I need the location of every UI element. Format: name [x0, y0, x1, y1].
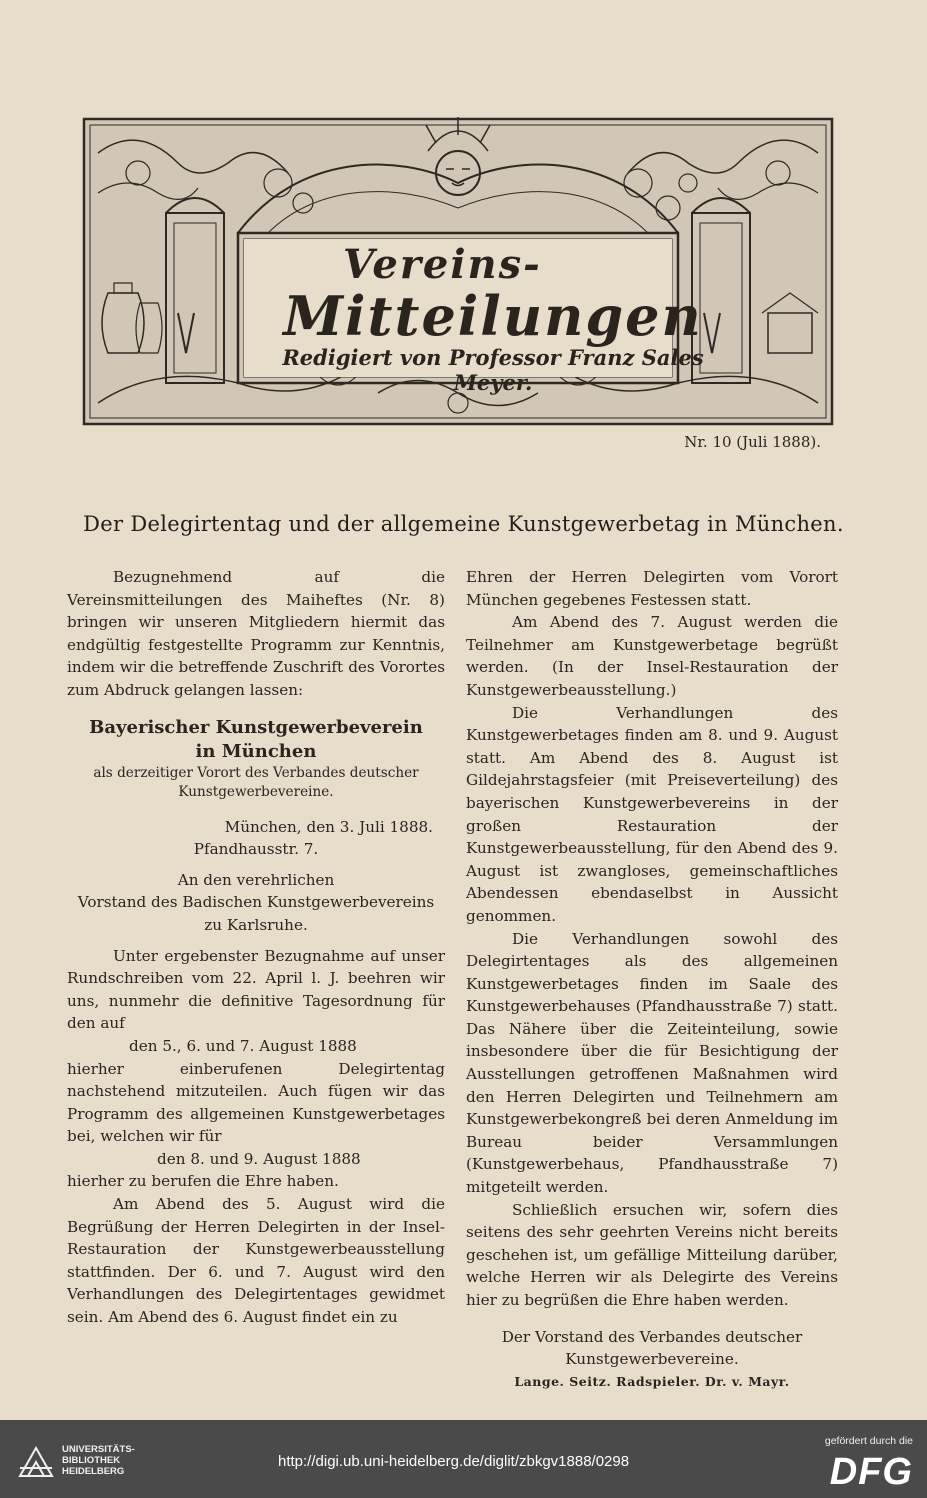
recipient-line1: An den verehrlichen — [177, 870, 335, 889]
left-paragraph-4: hierher zu berufen die Ehre haben. — [67, 1172, 339, 1191]
recipient-line3: zu Karlsruhe. — [204, 915, 308, 934]
masthead-editor: Redigiert von Professor Franz Sales Meyer. — [282, 345, 704, 395]
viewer-footer — [0, 1420, 927, 1498]
article-heading: Der Delegirtentag und der allgemeine Kunstgewerbetag in München. — [83, 512, 844, 536]
right-paragraph-5: Schließlich ersuchen wir, sofern dies seitens des sehr geehrten Vereins nicht bereits geschehen ist, um gefällige Mitteilung darüber, welche Herren wir als Delegirte des Vereins hier zu begrüßen die Ehre haben werden. — [466, 1200, 838, 1309]
recipient-line2: Vorstand des Badischen Kunstgewerbevereins — [77, 893, 435, 912]
permalink-url[interactable]: http://digi.ub.uni-heidelberg.de/diglit/zbkgv1888/0298 — [278, 1453, 630, 1470]
library-name-line2: BIBLIOTHEK — [62, 1455, 121, 1466]
masthead-title-line2: Mitteilungen — [283, 284, 703, 348]
left-column — [67, 566, 445, 1329]
right-paragraph-2: Am Abend des 7. August werden die Teilnehmer am Kunstgewerbetage begrüßt werden. (In der Insel-Restauration der Kunstgewerbeausstellung.) — [466, 613, 838, 699]
letterhead-subtitle: als derzeitiger Vorort des Verbandes deutscher Kunstgewerbevereine. — [93, 764, 419, 800]
left-paragraph-1: Bezugnehmend auf die Vereinsmitteilungen des Maiheftes (Nr. 8) bringen wir unseren Mitgliedern hiermit das endgültig festgestellte Programm zur Kenntnis, indem wir die betreffende Zuschrift des Vorortes zum Abdruck gelangen lassen: — [67, 568, 445, 699]
left-paragraph-2: Unter ergebenster Bezugnahme auf unser Rundschreiben vom 22. April l. J. beehren wir uns, nunmehr die definitive Tagesordnung für den auf — [67, 946, 445, 1033]
event-date-2: den 8. und 9. August 1888 — [157, 1149, 361, 1168]
library-name-line1: UNIVERSITÄTS- — [62, 1444, 135, 1455]
university-library-logo-icon — [16, 1444, 56, 1480]
issue-number: Nr. 10 (Juli 1888). — [684, 433, 821, 451]
funding-caption: gefördert durch die — [824, 1435, 913, 1447]
library-name-line3: HEIDELBERG — [62, 1466, 125, 1477]
right-column — [466, 566, 838, 1393]
masthead-title-line1: Vereins- — [343, 241, 542, 288]
masthead-ornament — [78, 113, 838, 430]
left-paragraph-5: Am Abend des 5. August wird die Begrüßung der Herren Delegirten in der Insel-Restauration der Kunstgewerbeausstellung stattfinden. Der 6. und 7. August wird den Verhandlungen des Delegirtentages gewidmet sein. Am Abend des 6. August findet ein zu — [67, 1195, 445, 1327]
right-paragraph-4: Die Verhandlungen sowohl des Delegirtentages als des allgemeinen Kunstgewerbetages finden im Saale des Kunstgewerbehauses (Pfandhausstraße 7) statt. Das Nähere über die Zeiteinteilung, sowie insbesondere über die für Besichtigung der Ausstellungen getroffenen Maßnahmen wird den Herren Delegirten und Teilnehmern am Kunstgewerbekongreß bei deren Anmeldung im Bureau beider Versammlungen (Kunstgewerbehaus, Pfandhausstraße 7) mitgeteilt werden. — [466, 929, 838, 1197]
right-paragraph-3: Die Verhandlungen des Kunstgewerbetages finden am 8. und 9. August statt. Am Abend des 8. August ist Gildejahrstagsfeier (mit Preiseverteilung) des bayerischen Kunstgewerbevereins in der großen Restauration der Kunstgewerbeausstellung, für den Abend des 9. August ist zwangloses, gemeinschaftliches Abendessen ebendaselbst in Aussicht genommen. — [466, 703, 838, 925]
signatures: Lange. Seitz. Radspieler. Dr. v. Mayr. — [514, 1373, 790, 1389]
right-paragraph-1: Ehren der Herren Delegirten vom Vorort München gegebenes Festessen statt. — [466, 568, 838, 609]
letter-address: Pfandhausstr. 7. — [193, 840, 319, 859]
letter-date: München, den 3. Juli 1888. — [224, 817, 433, 836]
closing-line2: Kunstgewerbevereine. — [565, 1350, 739, 1369]
letterhead-line2: in München — [195, 740, 317, 762]
masthead-title — [263, 241, 723, 348]
letterhead-line1: Bayerischer Kunstgewerbeverein — [89, 716, 423, 738]
closing-line1: Der Vorstand des Verbandes deutscher — [501, 1327, 803, 1346]
library-name[interactable] — [62, 1444, 135, 1477]
dfg-logo[interactable]: DFG — [829, 1451, 913, 1493]
event-date-1: den 5., 6. und 7. August 1888 — [129, 1036, 357, 1055]
left-paragraph-3: hierher einberufenen Delegirtentag nachstehend mitzuteilen. Auch fügen wir das Programm des allgemeinen Kunstgewerbetages bei, welchen wir für — [67, 1059, 445, 1146]
